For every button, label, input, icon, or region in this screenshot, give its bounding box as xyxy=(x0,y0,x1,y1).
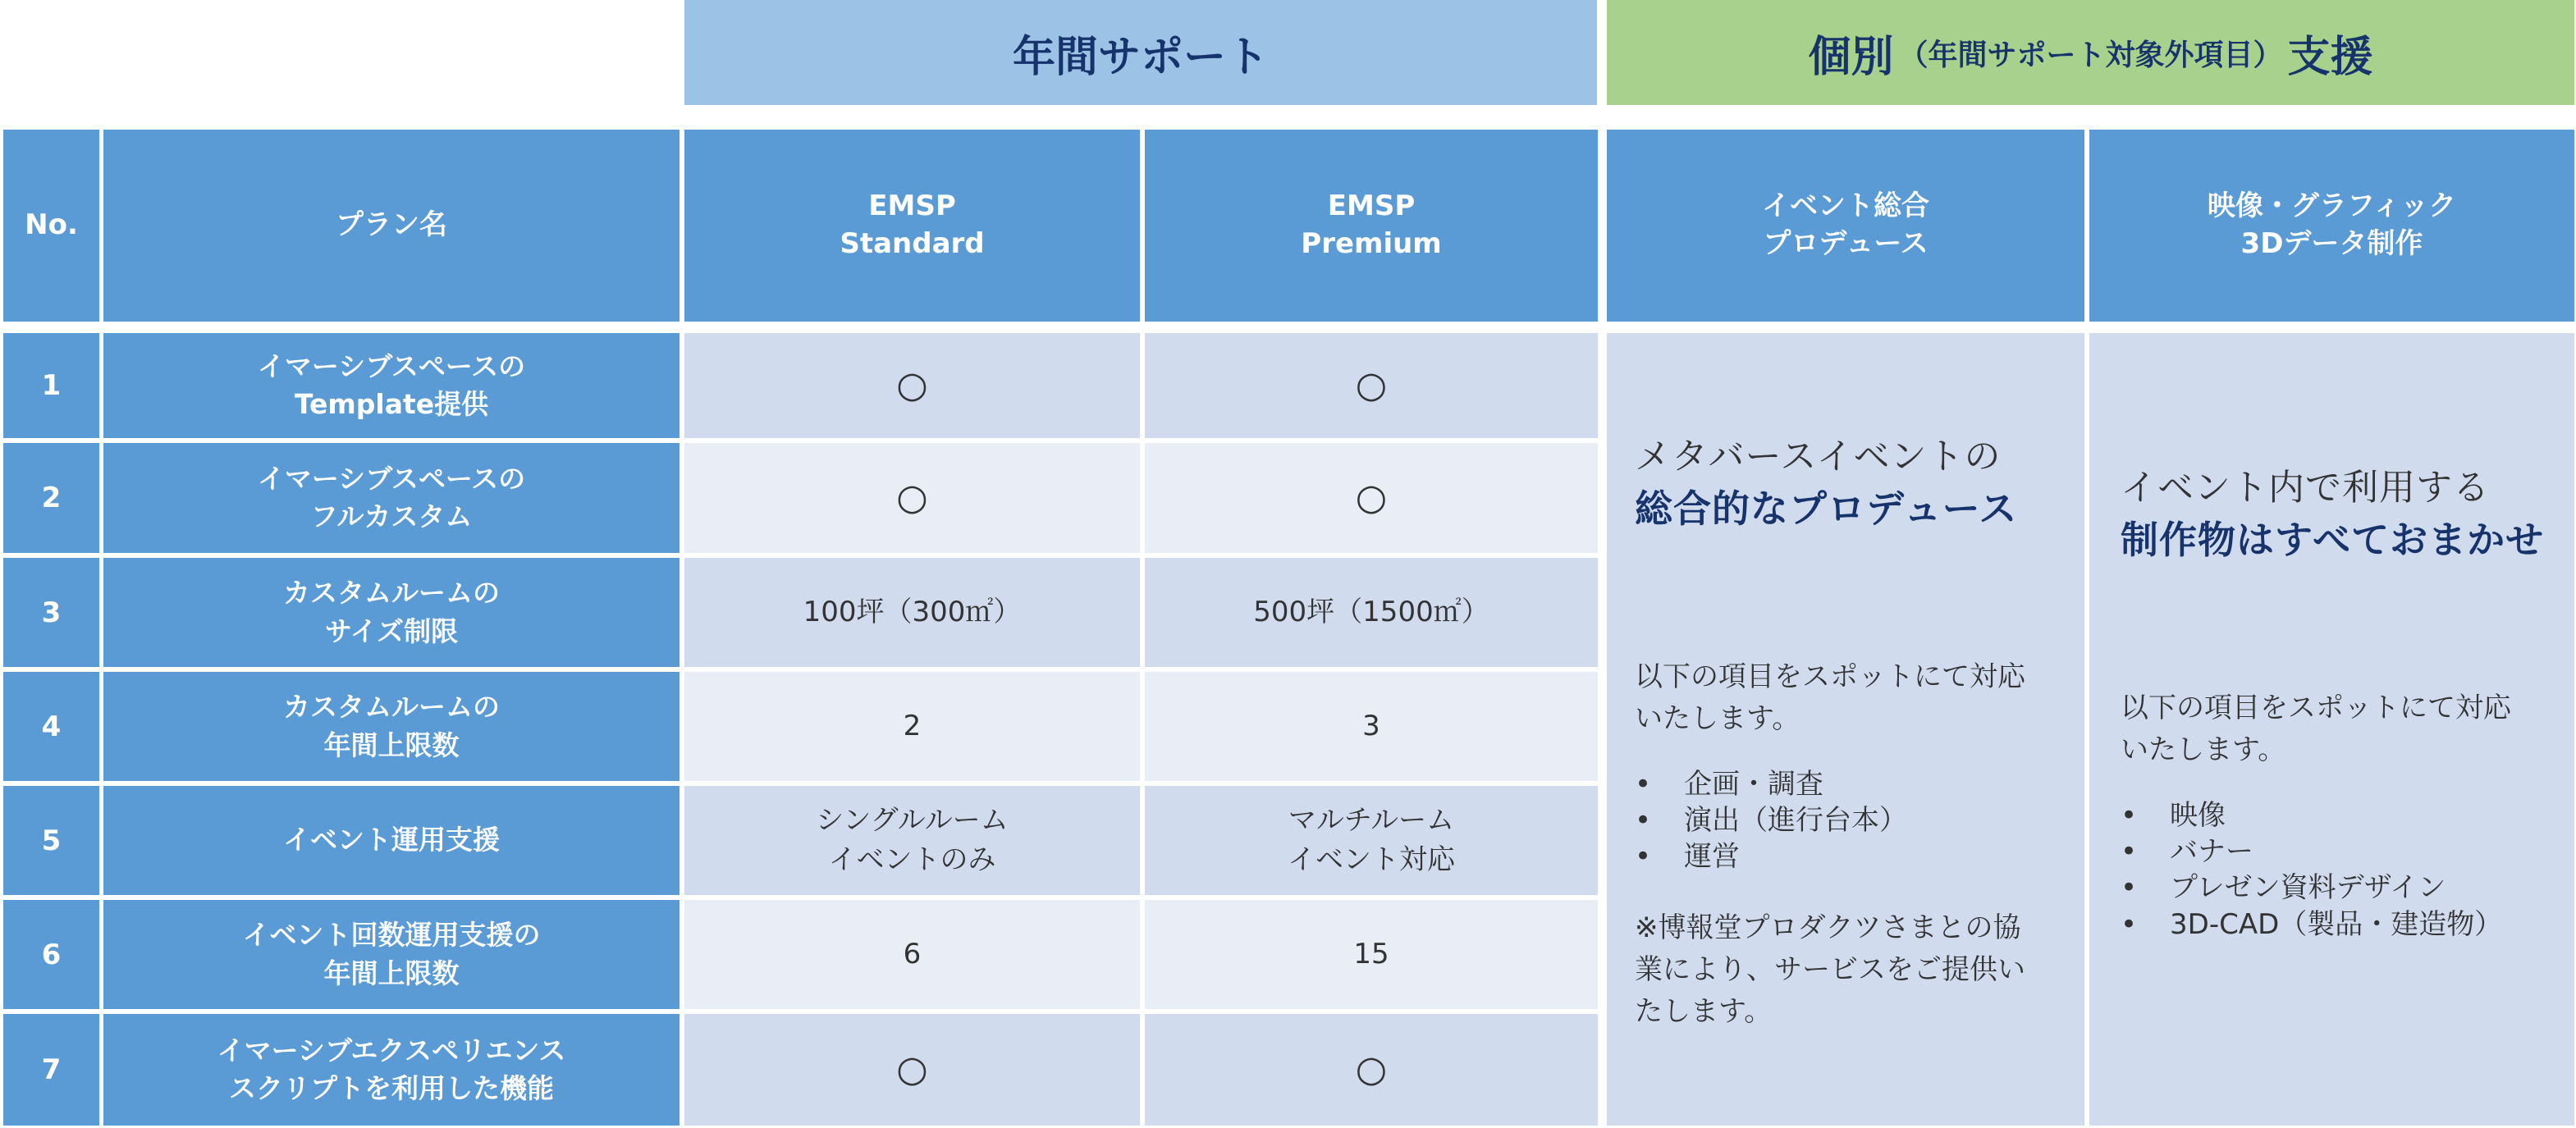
video-graphic-panel xyxy=(2089,333,2574,1126)
cell-standard: ○ xyxy=(684,1014,1140,1126)
header-no: No. xyxy=(3,130,99,322)
bullet: • xyxy=(1635,804,1652,838)
event-produce-intro: 以下の項目をスポットにて対応 いたします。 xyxy=(1635,660,2025,735)
cell-premium: 500坪（1500㎡） xyxy=(1145,558,1598,667)
event-produce-note: ※博報堂プロダクツさまとの協 業により、サービスをご提供い たします。 xyxy=(1635,911,2025,1028)
bullet: • xyxy=(2121,907,2138,941)
list-item-label: バナー xyxy=(2170,835,2253,869)
list-item xyxy=(1635,766,2078,802)
cell-premium: マルチルーム イベント対応 xyxy=(1145,786,1598,895)
row-number: 6 xyxy=(3,900,99,1009)
list-item-label: 映像 xyxy=(2170,799,2226,832)
event-produce-lead-line2: 総合的なプロデュース xyxy=(1635,486,2018,531)
header-plan-name: プラン名 xyxy=(103,130,679,322)
event-produce-panel xyxy=(1607,333,2084,1126)
list-item xyxy=(2121,833,2568,870)
cell-premium: 3 xyxy=(1145,672,1598,781)
cell-standard: 6 xyxy=(684,900,1140,1009)
list-item-label: 演出（進行台本） xyxy=(1684,804,1907,838)
individual-support-header xyxy=(1607,0,2574,105)
row-plan-name: イベント運用支援 xyxy=(103,786,679,895)
row-number: 4 xyxy=(3,672,99,781)
row-number: 5 xyxy=(3,786,99,895)
annual-support-header xyxy=(684,0,1597,105)
cell-standard: 2 xyxy=(684,672,1140,781)
bullet: • xyxy=(2121,799,2138,832)
bullet: • xyxy=(2121,835,2138,869)
list-item xyxy=(1635,838,2078,875)
list-item-label: 企画・調査 xyxy=(1684,768,1823,801)
row-plan-name: イベント回数運用支援の 年間上限数 xyxy=(103,900,679,1009)
bullet: • xyxy=(1635,768,1652,801)
cell-standard: ○ xyxy=(684,333,1140,438)
bullet: • xyxy=(2121,871,2138,905)
row-number: 2 xyxy=(3,443,99,553)
row-plan-name: イマーシブスペースの Template提供 xyxy=(103,333,679,438)
list-item-label: 3D-CAD（製品・建造物） xyxy=(2170,907,2503,941)
header-event-produce: イベント総合 プロデュース xyxy=(1607,130,2084,322)
list-item xyxy=(2121,870,2568,906)
event-produce-items xyxy=(1635,766,2078,875)
cell-premium: ○ xyxy=(1145,1014,1598,1126)
row-number: 7 xyxy=(3,1014,99,1126)
video-graphic-lead xyxy=(2121,463,2568,566)
list-item-label: プレゼン資料デザイン xyxy=(2170,871,2446,905)
row-plan-name: カスタムルームの サイズ制限 xyxy=(103,558,679,667)
row-plan-name: イマーシブスペースの フルカスタム xyxy=(103,443,679,553)
video-graphic-intro: 以下の項目をスポットにて対応 いたします。 xyxy=(2121,692,2511,766)
row-plan-name: イマーシブエクスペリエンス スクリプトを利用した機能 xyxy=(103,1014,679,1126)
row-number: 1 xyxy=(3,333,99,438)
individual-support-note: （年間サポート対象外項目） xyxy=(1898,38,2283,72)
list-item-label: 運営 xyxy=(1684,840,1740,874)
header-emsp-standard: EMSP Standard xyxy=(684,130,1140,322)
header-emsp-premium: EMSP Premium xyxy=(1145,130,1598,322)
video-graphic-lead-line2: 制作物はすべておまかせ xyxy=(2121,517,2545,562)
header-video-graphic: 映像・グラフィック 3Dデータ制作 xyxy=(2089,130,2574,322)
list-item xyxy=(2121,907,2568,943)
event-produce-lead xyxy=(1635,432,2078,535)
bullet: • xyxy=(1635,840,1652,874)
individual-support-suffix: 支援 xyxy=(2287,32,2373,82)
list-item xyxy=(1635,802,2078,838)
cell-premium: ○ xyxy=(1145,443,1598,553)
cell-standard: シングルルーム イベントのみ xyxy=(684,786,1140,895)
list-item xyxy=(2121,797,2568,833)
cell-standard: ○ xyxy=(684,443,1140,553)
event-produce-lead-line1: メタバースイベントの xyxy=(1635,436,2002,477)
cell-premium: 15 xyxy=(1145,900,1598,1009)
annual-support-title: 年間サポート xyxy=(1012,32,1269,82)
video-graphic-items xyxy=(2121,797,2568,943)
cell-standard: 100坪（300㎡） xyxy=(684,558,1140,667)
cell-premium: ○ xyxy=(1145,333,1598,438)
row-number: 3 xyxy=(3,558,99,667)
video-graphic-lead-line1: イベント内で利用する xyxy=(2121,467,2490,509)
individual-support-title: 個別 xyxy=(1808,32,1894,82)
row-plan-name: カスタムルームの 年間上限数 xyxy=(103,672,679,781)
